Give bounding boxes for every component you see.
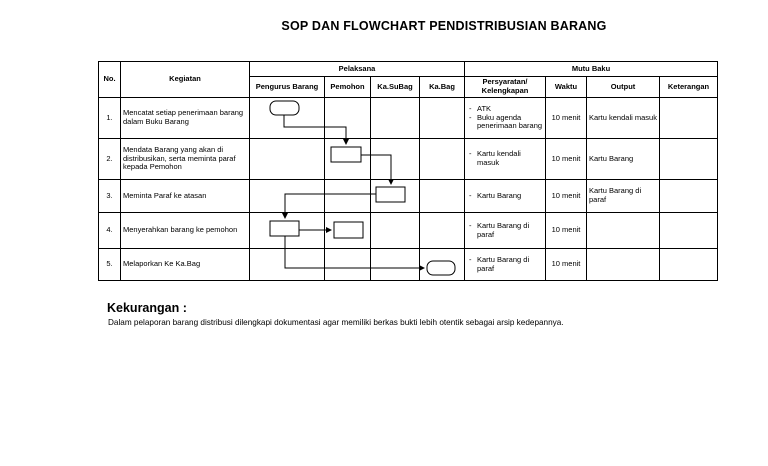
row-kegiatan: Meminta Paraf ke atasan [121,180,250,213]
row-keterangan [660,249,718,281]
persyaratan-item: - Kartu Barang di paraf [469,256,543,273]
row-waktu: 10 menit [546,180,587,213]
row-keterangan [660,98,718,139]
row-number: 5. [99,249,121,281]
row-output: Kartu Barang di paraf [587,180,660,213]
row-persyaratan [465,180,546,213]
table-row [99,139,718,180]
row-persyaratan [465,98,546,139]
header-no: No. [99,62,121,98]
row-kegiatan: Melaporkan Ke Ka.Bag [121,249,250,281]
header-pelaksana: Pelaksana [250,62,465,77]
persyaratan-item: - Buku agenda penerimaan barang [469,114,543,131]
table-row [99,213,718,249]
row-persyaratan [465,213,546,249]
row-waktu: 10 menit [546,249,587,281]
row-waktu: 10 menit [546,213,587,249]
row-waktu: 10 menit [546,98,587,139]
persyaratan-item: - Kartu Barang [469,192,543,201]
row-kegiatan: Menyerahkan barang ke pemohon [121,213,250,249]
row-number: 1. [99,98,121,139]
kekurangan-text: Dalam pelaporan barang distribusi dilengkapi dokumentasi agar memiliki berkas bukti lebih otentik sebagai arsip kedepannya. [108,318,564,327]
header-pengurus-barang: Pengurus Barang [250,77,325,98]
row-keterangan [660,213,718,249]
header-pemohon: Pemohon [325,77,371,98]
header-kasubag: Ka.SuBag [371,77,420,98]
row-kegiatan: Mendata Barang yang akan di distribusikan, serta meminta paraf kepada Pemohon [121,139,250,180]
header-output: Output [587,77,660,98]
row-number: 2. [99,139,121,180]
row-keterangan [660,180,718,213]
row-waktu: 10 menit [546,139,587,180]
kekurangan-title: Kekurangan : [107,301,187,315]
table-row [99,249,718,281]
row-persyaratan [465,139,546,180]
header-persyaratan: Persyaratan/ Kelengkapan [465,77,546,98]
header-keterangan: Keterangan [660,77,718,98]
persyaratan-item: - ATK [469,105,543,114]
table-row [99,98,718,139]
header-mutu-baku: Mutu Baku [465,62,718,77]
row-output: Kartu kendali masuk [587,98,660,139]
row-number: 3. [99,180,121,213]
header-kegiatan: Kegiatan [121,62,250,98]
sop-table [98,61,718,281]
row-persyaratan [465,249,546,281]
row-keterangan [660,139,718,180]
header-waktu: Waktu [546,77,587,98]
row-kegiatan: Mencatat setiap penerimaan barang dalam Buku Barang [121,98,250,139]
page-title: SOP DAN FLOWCHART PENDISTRIBUSIAN BARANG [281,19,607,33]
table-row [99,180,718,213]
row-output [587,213,660,249]
header-kabag: Ka.Bag [420,77,465,98]
persyaratan-item: - Kartu Barang di paraf [469,222,543,239]
persyaratan-item: - Kartu kendali masuk [469,150,543,167]
row-output [587,249,660,281]
row-number: 4. [99,213,121,249]
row-output: Kartu Barang [587,139,660,180]
